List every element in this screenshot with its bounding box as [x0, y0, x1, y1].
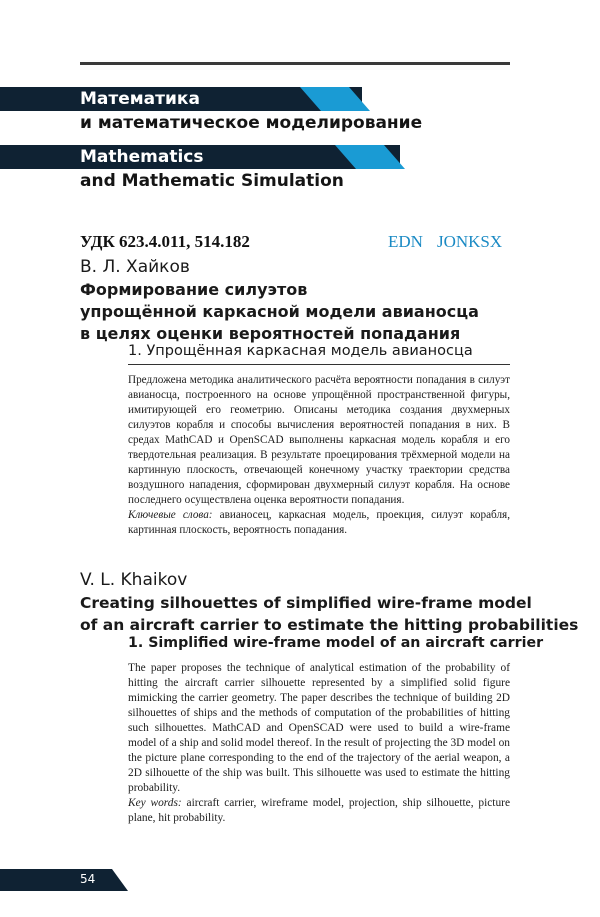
ru-abstract [128, 373, 510, 538]
en-title-line: Creating silhouettes of simplified wire-frame model [80, 594, 532, 612]
en-subtitle: 1. Simplified wire-frame model of an aircraft carrier [128, 635, 544, 651]
ru-author: В. Л. Хайков [80, 257, 190, 277]
ru-section-title-line2: и математическое моделирование [80, 113, 423, 133]
udk-code: УДК 623.4.011, 514.182 [80, 232, 250, 251]
ru-title [80, 279, 479, 345]
ru-subtitle-rule [128, 364, 510, 365]
top-rule [80, 62, 510, 65]
edn-identifier [388, 232, 510, 252]
en-keywords-label: Key words: [128, 797, 182, 809]
edn-label: EDN [388, 232, 423, 251]
en-banner-accent [335, 145, 405, 169]
page-number: 54 [80, 872, 96, 886]
en-title-line: of an aircraft carrier to estimate the hitting probabilities [80, 616, 579, 634]
edn-code: JONKSX [436, 232, 503, 251]
ru-section-title-line1: Математика [80, 89, 200, 109]
ru-title-line: упрощённой каркасной модели авианосца [80, 302, 479, 321]
ru-title-line: в целях оценки вероятностей попадания [80, 324, 461, 343]
ru-banner-accent [300, 87, 370, 111]
ru-title-line: Формирование силуэтов [80, 280, 308, 299]
en-title [80, 592, 578, 636]
en-section-title-line2: and Mathematic Simulation [80, 171, 344, 191]
en-keywords: aircraft carrier, wireframe model, projection, ship silhouette, picture plane, hit probability. [128, 797, 510, 824]
en-author: V. L. Khaikov [80, 570, 188, 590]
en-abstract [128, 661, 510, 826]
ru-subtitle: 1. Упрощённая каркасная модель авианосца [128, 343, 473, 359]
page-number-tab [0, 869, 128, 891]
ru-keywords: авианосец, каркасная модель, проекция, силуэт корабля, картинная плоскость, вероятность попадания. [128, 509, 510, 536]
en-section-title-line1: Mathematics [80, 147, 204, 167]
en-abstract-text: The paper proposes the technique of analytical estimation of the probability of hitting the aircraft carrier silhouette represented by a simplified solid figure mimicking the carrier geometry. The paper describes the technique of building 2D silhouettes of ships and the methods of computation of the probabilities of hitting such silhouettes. MathCAD and OpenSCAD were used to build a wire-frame model of a ship and solid model thereof. In the result of projecting the 3D model on the picture plane corresponding to the end of the trajectory of the aerial weapon, a 2D silhouette of the ship was built. This silhouette was used to estimate the hitting probability. [128, 662, 510, 794]
ru-abstract-text: Предложена методика аналитического расчёта вероятности попадания в силуэт авианосца, построенного на основе упрощённой пространственной фигуры, имитирующей его геометрию. Описаны методика создания двухмерных силуэтов корабля и способы вычисления вероятностей попадания в них. В средах MathCAD и OpenSCAD выполнены каркасная модель корабля и его твердотельная реализация. В результате проецирования трёхмерной модели на картинную плоскость, отвечающей конечному участку траектории средства воздушного нападения, сформирован двухмерный силуэт корабля. На основе последнего осуществлена оценка вероятности попадания. [128, 374, 510, 506]
ru-keywords-label: Ключевые слова: [128, 509, 213, 521]
